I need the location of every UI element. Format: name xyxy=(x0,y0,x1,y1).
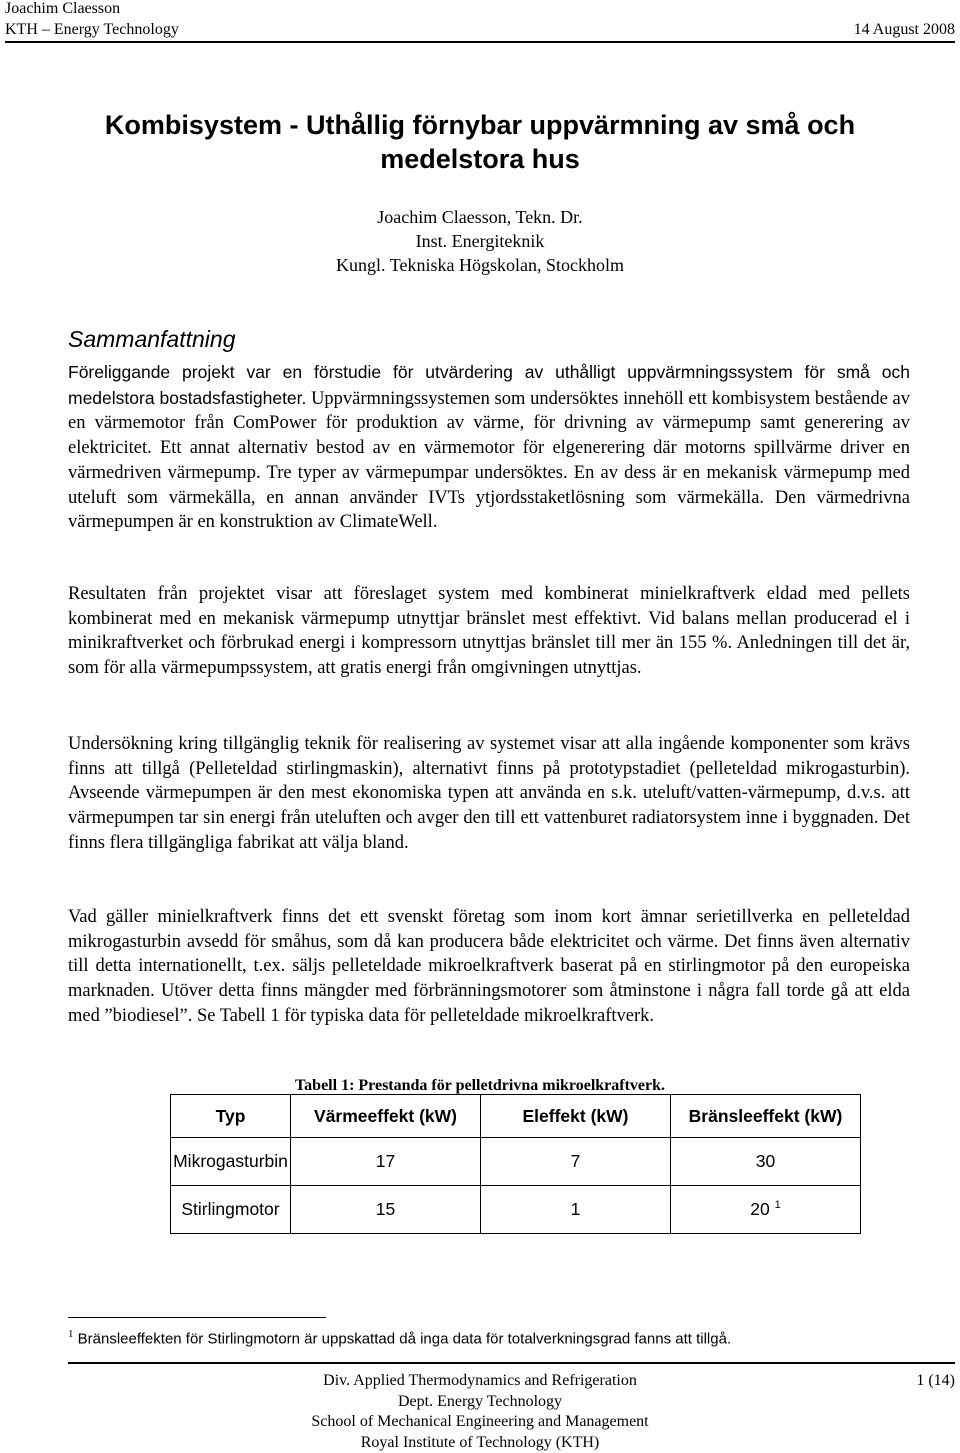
document-title: Kombisystem - Uthållig förnybar uppvärmning av små och medelstora hus xyxy=(68,108,892,176)
table-cell-value: 20 xyxy=(750,1199,769,1219)
table-cell: Stirlingmotor xyxy=(171,1186,291,1234)
paragraph-3: Undersökning kring tillgänglig teknik för realisering av systemet visar att alla ingående komponenter som krävs finns att tillgå (Pelleteldad stirlingmaskin), alternativt finns på prototypstadiet (pelleteldad mikrogasturbin). Avseende värmepumpen är den mest ekonomiska typen att använda en s.k. uteluft/vatten-värmepump, d.v.s. att värmepumpen tar sin energi från uteluften och avger den till ett vattenburet radiatorsystem inne i byggnaden. Det finns flera tillgängliga fabrikat att välja bland. xyxy=(68,732,910,856)
table-cell: 15 xyxy=(291,1186,481,1234)
author-affiliation xyxy=(68,205,892,277)
table-header-cell: Eleffekt (kW) xyxy=(481,1095,671,1138)
page-number: 1 (14) xyxy=(916,1371,955,1391)
affiliation-line-2: Inst. Energiteknik xyxy=(68,229,892,253)
footer-line-2: Dept. Energy Technology xyxy=(270,1392,690,1413)
header-org: KTH – Energy Technology xyxy=(5,21,179,39)
footnote-rule xyxy=(68,1317,326,1318)
footer-line-3: School of Mechanical Engineering and Management xyxy=(270,1412,690,1433)
paragraph-4: Vad gäller minielkraftverk finns det ett svenskt företag som inom kort ämnar serietillverka en pelleteldad mikrogasturbin avsedd för småhus, som då kan producera både elektricitet och värme. Det finns även alternativ till detta internationellt, t.ex. säljs pelleteldade mikroelkraftverk baserat på en stirlingmotor på den europeiska marknaden. Utöver detta finns mängder med förbränningsmotorer som åtminstone i några fall torde gå att elda med ”biodiesel”. Se Tabell 1 för typiska data för pelleteldade mikroelkraftverk. xyxy=(68,905,910,1029)
table-header-cell: Bränsleeffekt (kW) xyxy=(671,1095,861,1138)
affiliation-line-1: Joachim Claesson, Tekn. Dr. xyxy=(68,205,892,229)
table-cell: Mikrogasturbin xyxy=(171,1138,291,1186)
header-rule xyxy=(5,41,955,43)
header-date: 14 August 2008 xyxy=(854,21,955,39)
paragraph-2: Resultaten från projektet visar att föreslaget system med kombinerat minielkraftverk eldad med pellets kombinerat med en mekanisk värmepump utnyttjar bränslet mest effektivt. Vid balans mellan producerad el i minikraftverket och förbrukad energi i kompressorn utnyttjas bränslet till mer än 155 %. Anledningen till det är, som för alla värmepumpssystem, att gratis energi från omgivningen utnyttjas. xyxy=(68,582,910,681)
table-cell: 17 xyxy=(291,1138,481,1186)
table-caption: Tabell 1: Prestanda för pelletdrivna mikroelkraftverk. xyxy=(68,1076,892,1096)
footer-line-1: Div. Applied Thermodynamics and Refrigeration xyxy=(270,1371,690,1392)
footnote xyxy=(68,1324,731,1349)
footer-address xyxy=(270,1371,690,1453)
table-cell: 1 xyxy=(481,1186,671,1234)
table-header-cell: Värmeeffekt (kW) xyxy=(291,1095,481,1138)
performance-table xyxy=(170,1094,861,1234)
paragraph-1 xyxy=(68,360,910,535)
footer-rule xyxy=(68,1362,955,1364)
paragraph-1-lead: Föreliggande projekt var en förstudie för utvärdering av uthålligt uppvärmningssystem för små och medelstora bostadsfastigheter. xyxy=(68,362,910,408)
section-heading: Sammanfattning xyxy=(68,325,235,353)
header-author: Joachim Claesson xyxy=(5,0,120,18)
footnote-text: Bränsleeffekten för Stirlingmotorn är uppskattad då inga data för totalverkningsgrad fanns att tillgå. xyxy=(74,1330,732,1347)
footnote-reference[interactable]: 1 xyxy=(775,1199,781,1211)
table-header-row xyxy=(171,1095,861,1138)
table-cell-with-footnote xyxy=(671,1186,861,1234)
table-cell: 30 xyxy=(671,1138,861,1186)
table-row xyxy=(171,1138,861,1186)
footnote-mark: 1 xyxy=(68,1328,74,1340)
footer-line-4: Royal Institute of Technology (KTH) xyxy=(270,1433,690,1453)
table-header-cell: Typ xyxy=(171,1095,291,1138)
table-row xyxy=(171,1186,861,1234)
paragraph-1-body: Uppvärmningssystemen som undersöktes innehöll ett kombisystem bestående av en värmemotor från ComPower för produktion av värme, för drivning av värmepump samt generering av elektricitet. Ett annat alternativ bestod av en värmemotor för elgenerering där motorns spillvärme driver en värmedriven värmepump. Tre typer av värmepumpar undersöktes. En av dess är en mekanisk värmepump med uteluft som värmekälla, en annan använder IVTs ytjordsstaketlösning som värmekälla. Den värmedrivna värmepumpen är en konstruktion av ClimateWell. xyxy=(68,389,910,533)
table-cell: 7 xyxy=(481,1138,671,1186)
affiliation-line-3: Kungl. Tekniska Högskolan, Stockholm xyxy=(68,253,892,277)
